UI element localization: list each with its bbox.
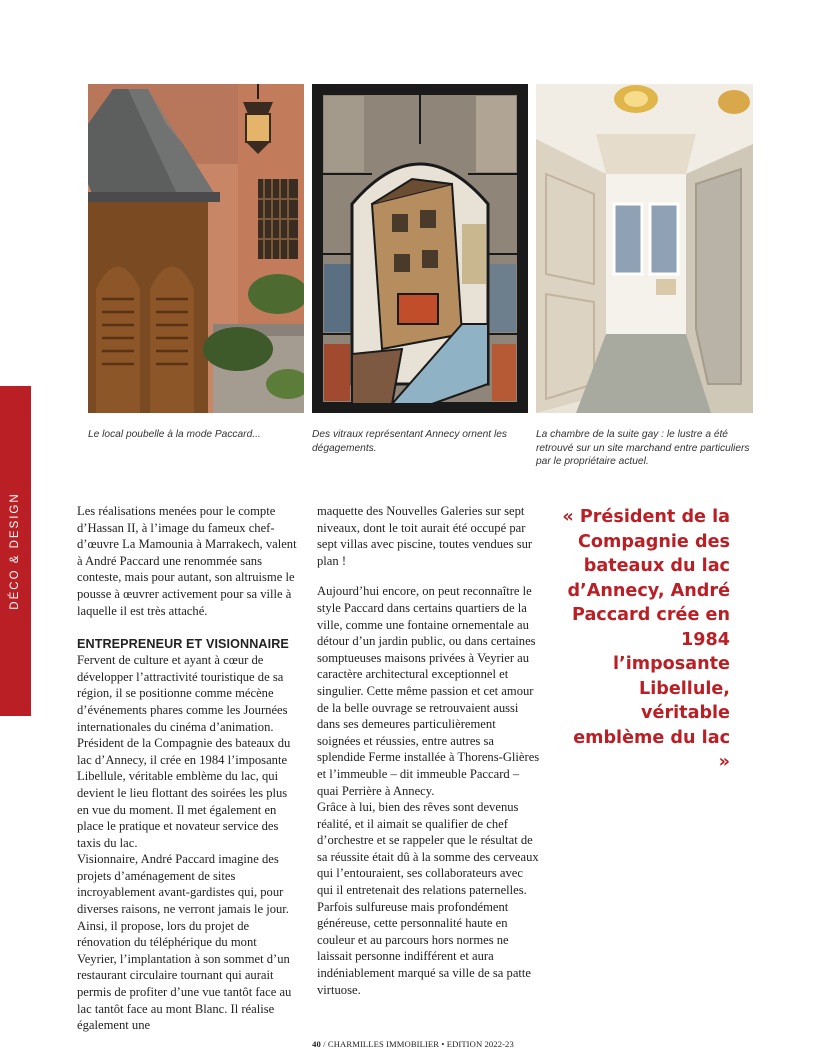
stained-glass-photo [312,84,528,413]
page-number: 40 [312,1039,321,1049]
article-column-2 [317,503,542,998]
pull-quote: « Président de la Compagnie des bateaux du lac d’Annecy, André Paccard crée en 1984 l’imposante Libellule, véritable emblème du lac » [562,507,730,772]
photo-caption: Le local poubelle à la mode Paccard... [88,429,261,440]
page-footer [0,1039,826,1049]
photo-caption: Des vitraux représentant Annecy ornent les dégagements. [312,429,507,454]
article-paragraph: Les réalisations menées pour le compte d’Hassan II, à l’image du fameux chef-d’œuvre La Mamounia à Marrakech, valent à André Paccard une renommée sans conteste, mais pour autant, son altruisme le pousse à œuvrer activement pour sa ville à laquelle il est très attaché. [77,504,297,618]
article-paragraph: Parfois sulfureuse mais profondément généreuse, cette personnalité haute en couleur et au parcours hors normes ne laissait personne indifférent et aura indéniablement marqué sa ville de sa patte virtuose. [317,899,532,997]
photo-caption: La chambre de la suite gay : le lustre a été retrouvé sur un site marchand entre particuliers par le propriétaire actuel. [536,429,750,467]
article-paragraph: Aujourd’hui encore, on peut reconnaître le style Paccard dans certains quartiers de la ville, comme une fontaine ornementale au détour d’un jardin public, ou dans certaines somptueuses maisons privées à Veyrier au caractère architectural exceptionnel et singulier. Cette même passion et cet amour de la belle ouvrage se retrouvaient aussi dans ses demeures particulièrement soignées et réussies, entre autres sa splendide Ferme installée à Thorens-Glières et l’immeuble – dit immeuble Paccard – quai Perrière à Annecy. [317,584,540,798]
suite-bedroom-photo [536,84,753,413]
section-tab-label: DÉCO & DESIGN [9,492,21,610]
bin-pavilion-photo [88,84,304,413]
article-paragraph: Grâce à lui, bien des rêves sont devenus réalité, et il aimait se qualifier de chef d’orchestre et se rappeler que le résultat de sa réussite était dû à la somme des cerveaux qui l’entouraient, ses collaborateurs avec qui il entretenait des relations paternelles. [317,800,539,898]
article-column-1 [77,503,299,1034]
article-paragraph: Président de la Compagnie des bateaux du lac d’Annecy, il crée en 1984 l’imposante Libellule, véritable emblème du lac, qui devient le lieu flottant des soirées les plus en vue du moment. Il met également en place le pratique et novateur service des taxis du lac. [77,736,291,850]
article-paragraph: Fervent de culture et ayant à cœur de développer l’attractivité touristique de sa région, il se positionne comme mécène d’événements phares comme les Journées internationales du cinéma d’animation. [77,653,288,734]
section-heading: ENTREPRENEUR ET VISIONNAIRE [77,637,289,652]
article-paragraph: maquette des Nouvelles Galeries sur sept niveaux, dont le toit aurait été occupé par sept villas avec piscine, toutes vendues sur plan ! [317,504,533,568]
article-paragraph: Visionnaire, André Paccard imagine des projets d’aménagement de sites incroyablement avant-gardistes qui, pour diverses raisons, ne verront jamais le jour. Ainsi, il propose, lors du projet de rénovation du téléphérique du mont Veyrier, l’implantation à son sommet d’un restaurant circulaire tournant qui aurait permis de profiter d’une vue tantôt face au lac tantôt face au mont Blanc. Il réalise également une [77,852,292,1033]
footer-text: / CHARMILLES IMMOBILIER • EDITION 2022-23 [320,1039,514,1049]
